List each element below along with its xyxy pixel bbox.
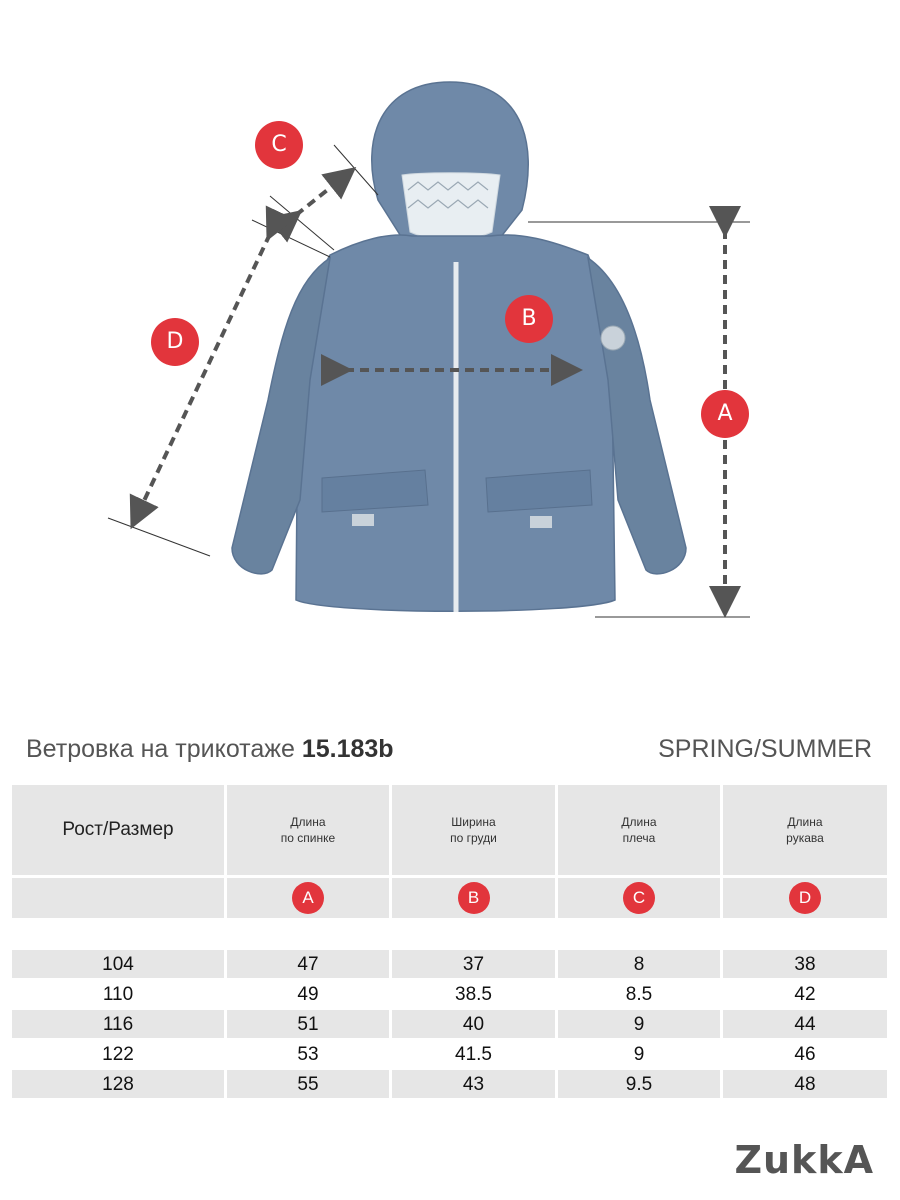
table-cell-value: 38.5 <box>392 980 555 1008</box>
product-model: 15.183b <box>301 735 394 763</box>
product-title-text: Ветровка на трикотаже <box>26 735 295 763</box>
col-a-line2: по спинке <box>280 831 336 845</box>
col-d-line2: рукава <box>786 831 824 845</box>
table-header-d <box>723 785 887 875</box>
table-cell-size: 116 <box>12 1010 224 1038</box>
code-badge-c: C <box>623 882 655 914</box>
season-label: SPRING/SUMMER <box>658 735 872 763</box>
code-cell-d <box>723 878 887 918</box>
table-cell-value: 43 <box>392 1070 555 1098</box>
table-cell-value: 53 <box>227 1040 389 1068</box>
col-b-line2: по груди <box>450 831 497 845</box>
table-header-size <box>12 785 224 875</box>
label-b-badge: B <box>505 295 553 343</box>
table-cell-value: 9 <box>558 1040 720 1068</box>
code-badge-d: D <box>789 882 821 914</box>
col-a-line1: Длина <box>290 815 326 829</box>
table-cell-value: 9 <box>558 1010 720 1038</box>
code-row-empty <box>12 878 224 918</box>
table-cell-value: 51 <box>227 1010 389 1038</box>
table-header-a <box>227 785 389 875</box>
table-cell-value: 37 <box>392 950 555 978</box>
table-cell-value: 41.5 <box>392 1040 555 1068</box>
table-cell-value: 8 <box>558 950 720 978</box>
code-badge-a: A <box>292 882 324 914</box>
label-c-badge: C <box>255 121 303 169</box>
label-a-badge: A <box>701 390 749 438</box>
brand-logo: ZukkA <box>734 1138 874 1182</box>
table-cell-value: 9.5 <box>558 1070 720 1098</box>
code-cell-a <box>227 878 389 918</box>
table-cell-size: 104 <box>12 950 224 978</box>
table-cell-size: 110 <box>12 980 224 1008</box>
col-d-line1: Длина <box>787 815 823 829</box>
label-d-badge: D <box>151 318 199 366</box>
table-cell-value: 47 <box>227 950 389 978</box>
col-c-line1: Длина <box>621 815 657 829</box>
size-header-label: Рост/Размер <box>62 819 174 840</box>
code-badge-b: B <box>458 882 490 914</box>
title-row <box>26 735 872 771</box>
col-b-line1: Ширина <box>451 815 496 829</box>
code-cell-c <box>558 878 720 918</box>
col-c-line2: плеча <box>622 831 656 845</box>
table-cell-value: 49 <box>227 980 389 1008</box>
table-cell-value: 48 <box>723 1070 887 1098</box>
product-title <box>26 735 394 764</box>
table-cell-size: 128 <box>12 1070 224 1098</box>
table-header-c <box>558 785 720 875</box>
table-header-b <box>392 785 555 875</box>
code-cell-b <box>392 878 555 918</box>
table-cell-value: 8.5 <box>558 980 720 1008</box>
table-cell-value: 40 <box>392 1010 555 1038</box>
table-cell-value: 44 <box>723 1010 887 1038</box>
measure-arrow-c <box>296 172 350 215</box>
table-cell-size: 122 <box>12 1040 224 1068</box>
table-cell-value: 55 <box>227 1070 389 1098</box>
table-cell-value: 38 <box>723 950 887 978</box>
table-cell-value: 46 <box>723 1040 887 1068</box>
table-cell-value: 42 <box>723 980 887 1008</box>
